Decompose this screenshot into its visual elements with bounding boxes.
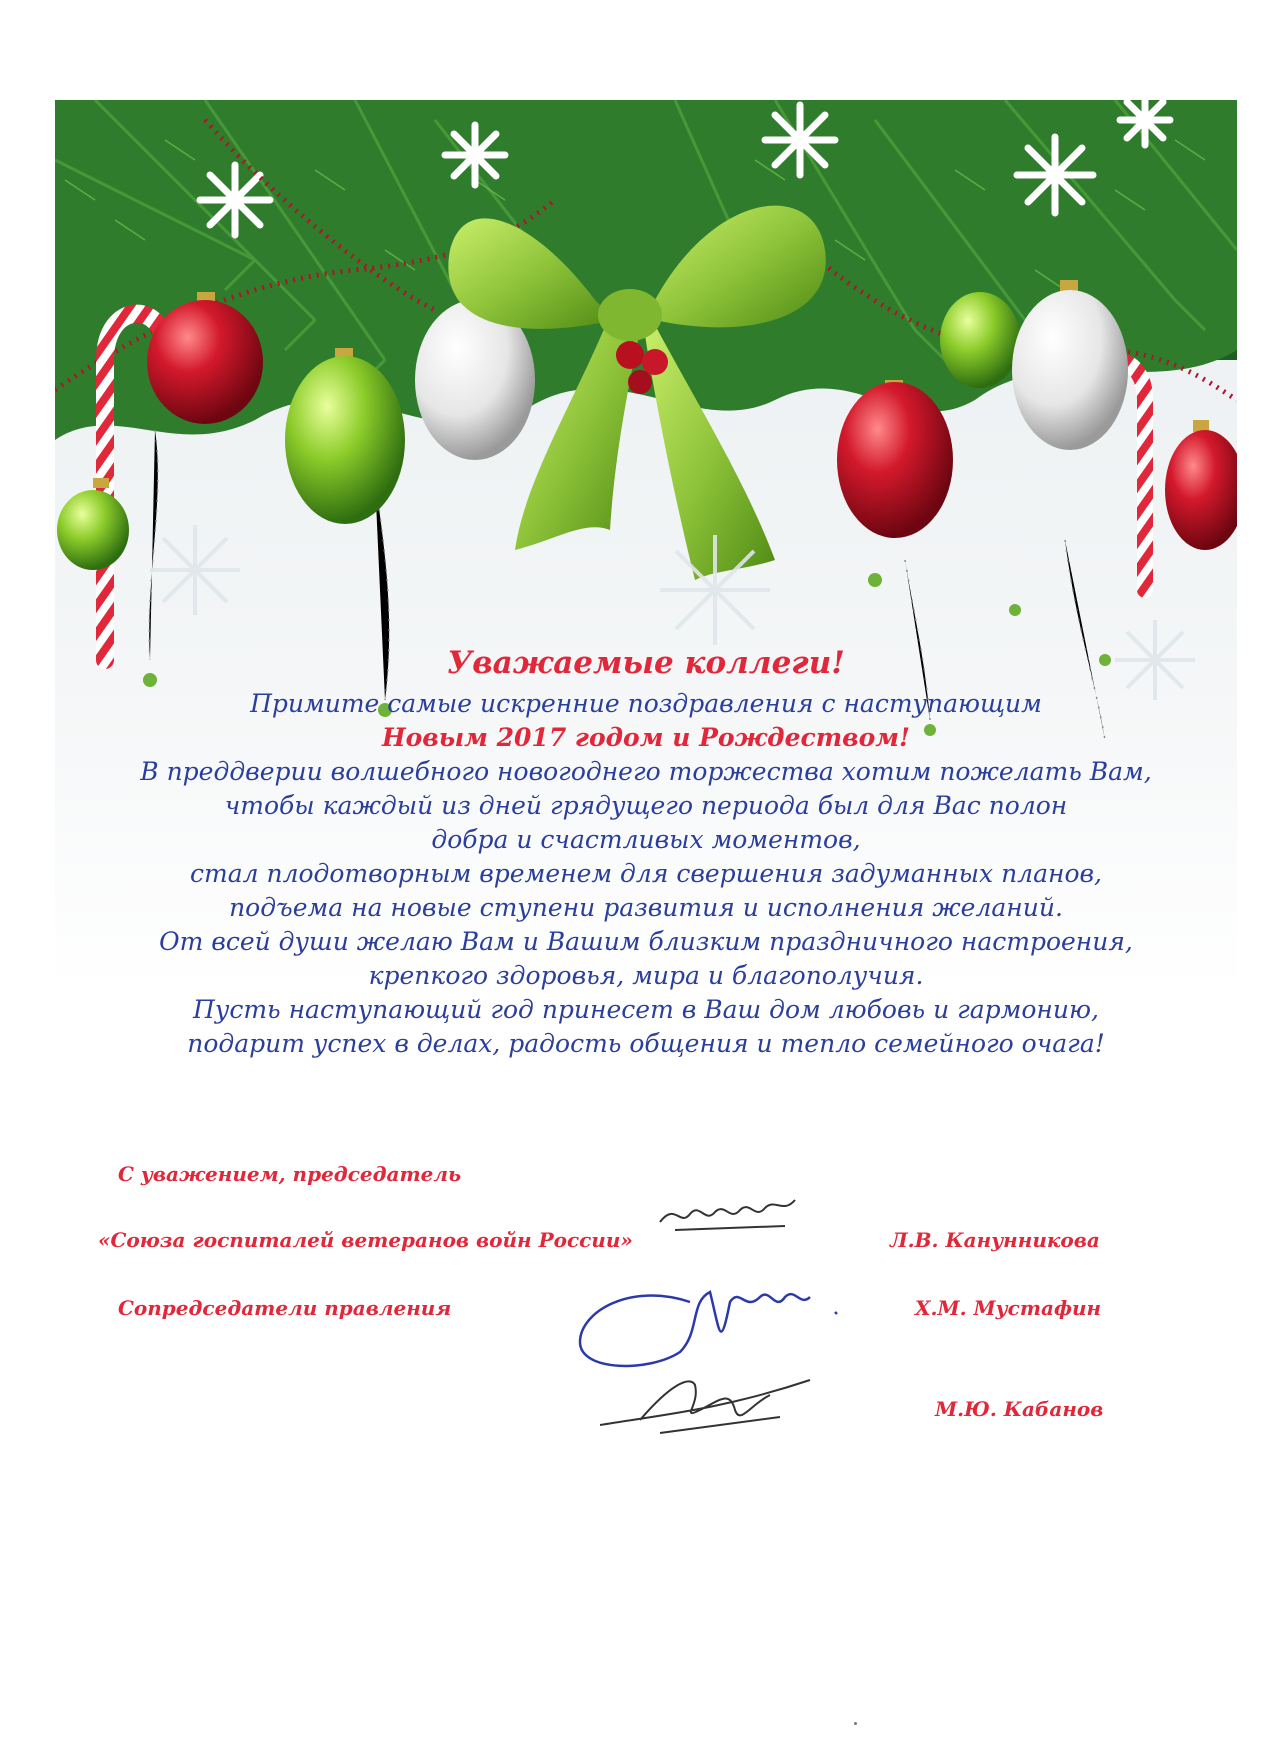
organization-name: «Союза госпиталей ветеранов войн России» (98, 1228, 633, 1252)
signature-co-chair-2 (600, 1365, 820, 1445)
message-line: подарит успех в делах, радость общения и тепло семейного очага! (187, 1029, 1105, 1058)
greeting-message (55, 645, 1237, 1061)
regards-label: С уважением, председатель (118, 1162, 462, 1186)
message-line: подъема на новые ступени развития и исполнения желаний. (229, 893, 1063, 922)
message-line: Пусть наступающий год принесет в Ваш дом любовь и гармонию, (193, 995, 1099, 1024)
message-line-highlight: Новым 2017 годом и Рождеством! (382, 723, 910, 752)
message-line: крепкого здоровья, мира и благополучия. (368, 961, 924, 990)
co-chair-2-name: М.Ю. Кабанов (935, 1397, 1104, 1421)
message-line: чтобы каждый из дней грядущего периода был для Вас полон (224, 791, 1068, 820)
message-line: В преддверии волшебного новогоднего торжества хотим пожелать Вам, (140, 757, 1152, 786)
greeting-heading: Уважаемые коллеги! (447, 645, 845, 681)
chair-name: Л.В. Канунникова (890, 1228, 1100, 1252)
message-line: От всей души желаю Вам и Вашим близким праздничного настроения, (159, 927, 1133, 956)
co-chair-1-name: Х.М. Мустафин (915, 1296, 1102, 1320)
christmas-garland-illustration (55, 100, 1237, 740)
signature-chair (655, 1192, 805, 1242)
co-chairs-label: Сопредседатели правления (118, 1296, 452, 1320)
scan-speck (854, 1722, 857, 1725)
message-line: Примите самые искренние поздравления с наступающим (250, 689, 1042, 718)
message-line: добра и счастливых моментов, (431, 825, 861, 854)
message-line: стал плодотворным временем для свершения задуманных планов, (189, 859, 1103, 888)
